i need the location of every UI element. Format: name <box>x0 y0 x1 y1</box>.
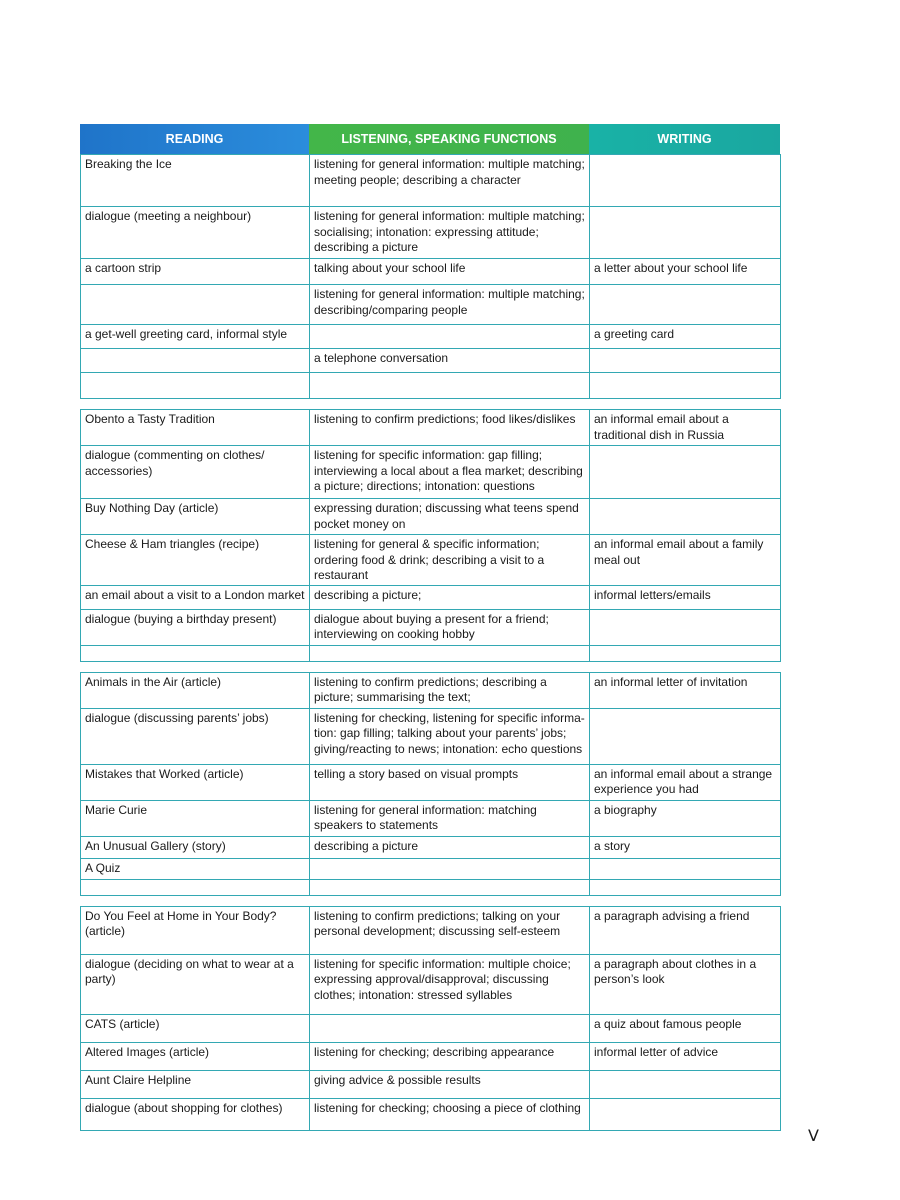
listening-speaking-cell: listening for general & specific information; ordering food & drink; describing a visit to a restaurant <box>310 535 590 586</box>
reading-cell: an email about a visit to a London market <box>81 585 310 609</box>
writing-cell <box>590 645 781 661</box>
listening-speaking-cell <box>310 858 590 879</box>
table-row <box>81 836 781 858</box>
reading-cell: Marie Curie <box>81 800 310 836</box>
writing-cell: a quiz about famous people <box>590 1014 781 1042</box>
table-row <box>81 155 781 207</box>
writing-cell <box>590 207 781 259</box>
table-row <box>81 535 781 586</box>
page-number: V <box>808 1126 819 1145</box>
section-gap <box>80 896 780 906</box>
reading-cell <box>81 285 310 325</box>
writing-cell <box>590 446 781 499</box>
listening-speaking-cell: a telephone conversation <box>310 349 590 373</box>
table-row <box>81 285 781 325</box>
reading-cell: Do You Feel at Home in Your Body? (article) <box>81 906 310 954</box>
reading-cell: Buy Nothing Day (article) <box>81 499 310 535</box>
table-row <box>81 585 781 609</box>
reading-cell: dialogue (commenting on clothes/ accessories) <box>81 446 310 499</box>
listening-speaking-cell: listening for specific information: multiple choice; expressing approval/disapproval; discussing clothes; intonation: stressed syllables <box>310 954 590 1014</box>
listening-speaking-cell <box>310 325 590 349</box>
listening-speaking-cell <box>310 645 590 661</box>
header-listening-speaking: LISTENING, SPEAKING FUNCTIONS <box>309 124 589 154</box>
table-row <box>81 609 781 645</box>
writing-cell: a letter about your school life <box>590 259 781 285</box>
writing-cell <box>590 1098 781 1130</box>
table-row <box>81 1070 781 1098</box>
reading-cell: Altered Images (article) <box>81 1042 310 1070</box>
table-row <box>81 645 781 661</box>
writing-cell: an informal letter of invitation <box>590 672 781 708</box>
listening-speaking-cell <box>310 1014 590 1042</box>
listening-speaking-cell: talking about your school life <box>310 259 590 285</box>
listening-speaking-cell: telling a story based on visual prompts <box>310 764 590 800</box>
listening-speaking-cell <box>310 879 590 895</box>
listening-speaking-cell: listening for general information: multiple matching; describing/comparing people <box>310 285 590 325</box>
reading-cell: Breaking the Ice <box>81 155 310 207</box>
table-row <box>81 373 781 399</box>
listening-speaking-cell: describing a picture; <box>310 585 590 609</box>
reading-cell: A Quiz <box>81 858 310 879</box>
table-row <box>81 410 781 446</box>
writing-cell: a paragraph about clothes in a person’s look <box>590 954 781 1014</box>
reading-cell: An Unusual Gallery (story) <box>81 836 310 858</box>
table-row <box>81 349 781 373</box>
table-section-1 <box>80 154 781 399</box>
table-row <box>81 879 781 895</box>
table-header <box>80 124 780 154</box>
listening-speaking-cell: giving advice & possible results <box>310 1070 590 1098</box>
reading-cell: dialogue (discussing parents’ jobs) <box>81 708 310 764</box>
table-row <box>81 207 781 259</box>
table-row <box>81 1014 781 1042</box>
table-row <box>81 259 781 285</box>
reading-cell: Aunt Claire Helpline <box>81 1070 310 1098</box>
table-section-4 <box>80 906 781 1131</box>
writing-cell: a story <box>590 836 781 858</box>
listening-speaking-cell: listening for checking, listening for specific informa-tion: gap filling; talking about your parents’ jobs; giving/reacting to news; intonation: echo questions <box>310 708 590 764</box>
writing-cell: an informal email about a traditional dish in Russia <box>590 410 781 446</box>
table-sections <box>80 154 780 1131</box>
listening-speaking-cell: listening for specific information: gap filling; interviewing a local about a flea market; describing a picture; directions; intonation: questions <box>310 446 590 499</box>
listening-speaking-cell: listening for checking; choosing a piece of clothing <box>310 1098 590 1130</box>
listening-speaking-cell: listening for general information: matching speakers to statements <box>310 800 590 836</box>
writing-cell: informal letter of advice <box>590 1042 781 1070</box>
writing-cell <box>590 373 781 399</box>
table-row <box>81 1098 781 1130</box>
table-section-2 <box>80 409 781 662</box>
reading-cell: dialogue (about shopping for clothes) <box>81 1098 310 1130</box>
reading-cell: a get-well greeting card, informal style <box>81 325 310 349</box>
section-gap <box>80 399 780 409</box>
reading-cell: Mistakes that Worked (article) <box>81 764 310 800</box>
listening-speaking-cell: describing a picture <box>310 836 590 858</box>
reading-cell: dialogue (meeting a neighbour) <box>81 207 310 259</box>
writing-cell: informal letters/emails <box>590 585 781 609</box>
listening-speaking-cell: expressing duration; discussing what teens spend pocket money on <box>310 499 590 535</box>
reading-cell: Animals in the Air (article) <box>81 672 310 708</box>
writing-cell <box>590 858 781 879</box>
listening-speaking-cell: listening to confirm predictions; food likes/dislikes <box>310 410 590 446</box>
reading-cell: a cartoon strip <box>81 259 310 285</box>
table-row <box>81 858 781 879</box>
syllabus-table <box>80 124 780 1131</box>
writing-cell <box>590 1070 781 1098</box>
section-gap <box>80 662 780 672</box>
writing-cell: a paragraph advising a friend <box>590 906 781 954</box>
writing-cell <box>590 499 781 535</box>
header-reading: READING <box>80 124 309 154</box>
reading-cell: Obento a Tasty Tradition <box>81 410 310 446</box>
writing-cell <box>590 609 781 645</box>
listening-speaking-cell: dialogue about buying a present for a friend; interviewing on cooking hobby <box>310 609 590 645</box>
table-row <box>81 1042 781 1070</box>
writing-cell: an informal email about a family meal out <box>590 535 781 586</box>
writing-cell <box>590 708 781 764</box>
listening-speaking-cell: listening to confirm predictions; describing a picture; summarising the text; <box>310 672 590 708</box>
reading-cell: dialogue (buying a birthday present) <box>81 609 310 645</box>
table-row <box>81 954 781 1014</box>
table-row <box>81 800 781 836</box>
table-row <box>81 446 781 499</box>
writing-cell: an informal email about a strange experience you had <box>590 764 781 800</box>
writing-cell <box>590 879 781 895</box>
listening-speaking-cell: listening for general information: multiple matching; socialising; intonation: expressing attitude; describing a picture <box>310 207 590 259</box>
reading-cell: Cheese & Ham triangles (recipe) <box>81 535 310 586</box>
table-row <box>81 906 781 954</box>
writing-cell: a greeting card <box>590 325 781 349</box>
listening-speaking-cell: listening for checking; describing appearance <box>310 1042 590 1070</box>
table-row <box>81 672 781 708</box>
listening-speaking-cell: listening for general information: multiple matching; meeting people; describing a character <box>310 155 590 207</box>
header-writing: WRITING <box>589 124 780 154</box>
reading-cell: dialogue (deciding on what to wear at a party) <box>81 954 310 1014</box>
writing-cell <box>590 349 781 373</box>
table-row <box>81 499 781 535</box>
table-row <box>81 325 781 349</box>
table-row <box>81 764 781 800</box>
reading-cell: CATS (article) <box>81 1014 310 1042</box>
reading-cell <box>81 373 310 399</box>
reading-cell <box>81 349 310 373</box>
writing-cell: a biography <box>590 800 781 836</box>
table-row <box>81 708 781 764</box>
reading-cell <box>81 645 310 661</box>
writing-cell <box>590 285 781 325</box>
table-section-3 <box>80 672 781 896</box>
listening-speaking-cell <box>310 373 590 399</box>
writing-cell <box>590 155 781 207</box>
reading-cell <box>81 879 310 895</box>
listening-speaking-cell: listening to confirm predictions; talking on your personal development; discussing self-esteem <box>310 906 590 954</box>
